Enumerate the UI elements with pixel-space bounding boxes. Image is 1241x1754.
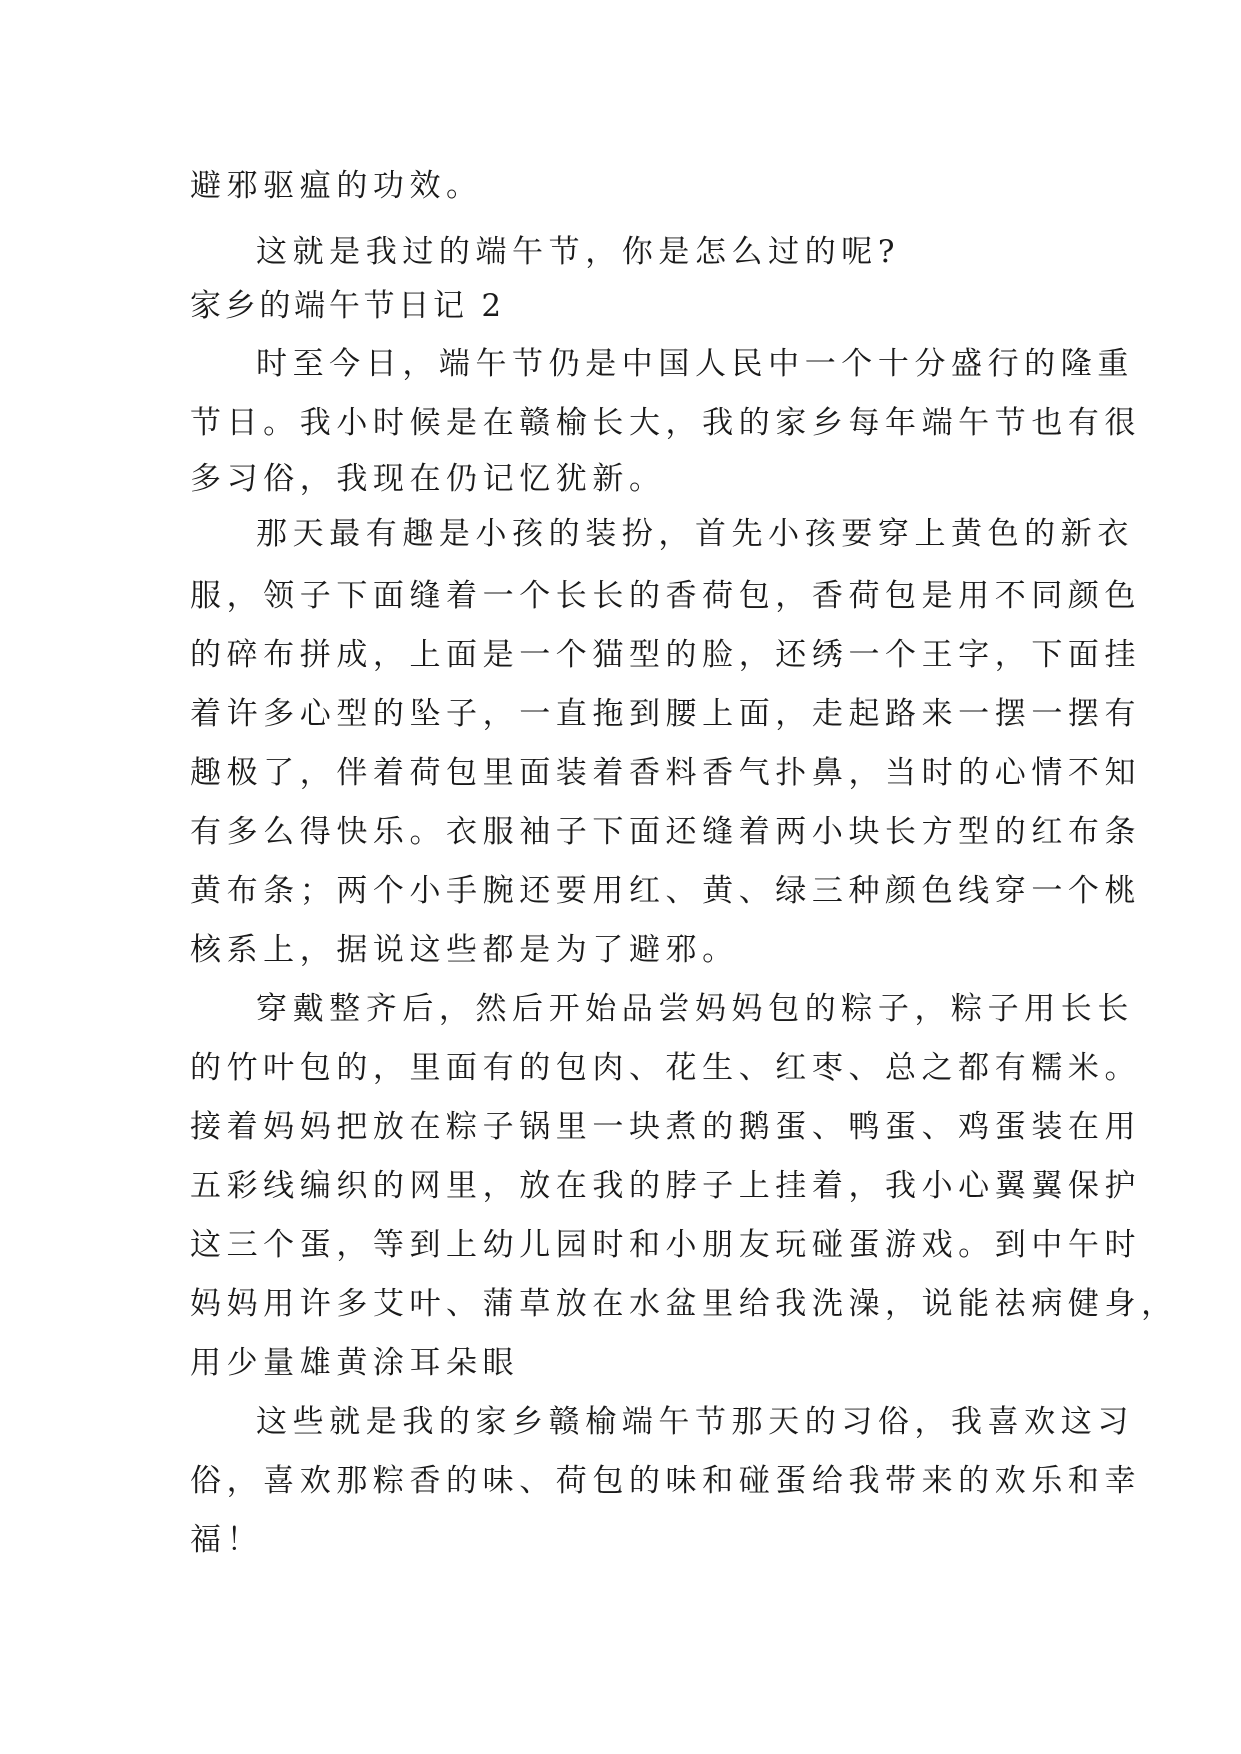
paragraph-line: 妈妈用许多艾叶、蒲草放在水盆里给我洗澡，说能祛病健身，: [190, 1286, 1178, 1322]
paragraph-line: 黄布条；两个小手腕还要用红、黄、绿三种颜色线穿一个桃: [190, 873, 1142, 909]
paragraph-line: 这些就是我的家乡赣榆端午节那天的习俗，我喜欢这习: [256, 1404, 1134, 1440]
paragraph-line: 服，领子下面缝着一个长长的香荷包，香荷包是用不同颜色: [190, 578, 1142, 614]
paragraph-line: 趣极了，伴着荷包里面装着香料香气扑鼻，当时的心情不知: [190, 755, 1142, 791]
paragraph-line: 节日。我小时候是在赣榆长大，我的家乡每年端午节也有很: [190, 405, 1142, 441]
paragraph-line: 俗，喜欢那粽香的味、荷包的味和碰蛋给我带来的欢乐和幸: [190, 1463, 1142, 1499]
paragraph-line: 接着妈妈把放在粽子锅里一块煮的鹅蛋、鸭蛋、鸡蛋装在用: [190, 1109, 1142, 1145]
paragraph-line: 多习俗，我现在仍记忆犹新。: [190, 461, 666, 497]
paragraph-line: 的碎布拼成，上面是一个猫型的脸，还绣一个王字，下面挂: [190, 637, 1142, 673]
paragraph-line: 这就是我过的端午节，你是怎么过的呢?: [256, 234, 901, 270]
paragraph-line: 这三个蛋，等到上幼儿园时和小朋友玩碰蛋游戏。到中午时: [190, 1227, 1142, 1263]
section-heading: 家乡的端午节日记 2: [190, 288, 505, 324]
paragraph-line: 避邪驱瘟的功效。: [190, 168, 483, 204]
paragraph-line: 那天最有趣是小孩的装扮，首先小孩要穿上黄色的新衣: [256, 516, 1134, 552]
paragraph-line: 着许多心型的坠子，一直拖到腰上面，走起路来一摆一摆有: [190, 696, 1142, 732]
paragraph-line: 五彩线编织的网里，放在我的脖子上挂着，我小心翼翼保护: [190, 1168, 1142, 1204]
paragraph-line: 的竹叶包的，里面有的包肉、花生、红枣、总之都有糯米。: [190, 1050, 1142, 1086]
paragraph-line: 穿戴整齐后，然后开始品尝妈妈包的粽子，粽子用长长: [256, 991, 1134, 1027]
paragraph-line: 有多么得快乐。衣服袖子下面还缝着两小块长方型的红布条: [190, 814, 1142, 850]
paragraph-line: 核系上，据说这些都是为了避邪。: [190, 932, 739, 968]
paragraph-line: 时至今日，端午节仍是中国人民中一个十分盛行的隆重: [256, 346, 1134, 382]
paragraph-line: 用少量雄黄涂耳朵眼: [190, 1345, 520, 1381]
paragraph-line: 福！: [190, 1522, 264, 1558]
